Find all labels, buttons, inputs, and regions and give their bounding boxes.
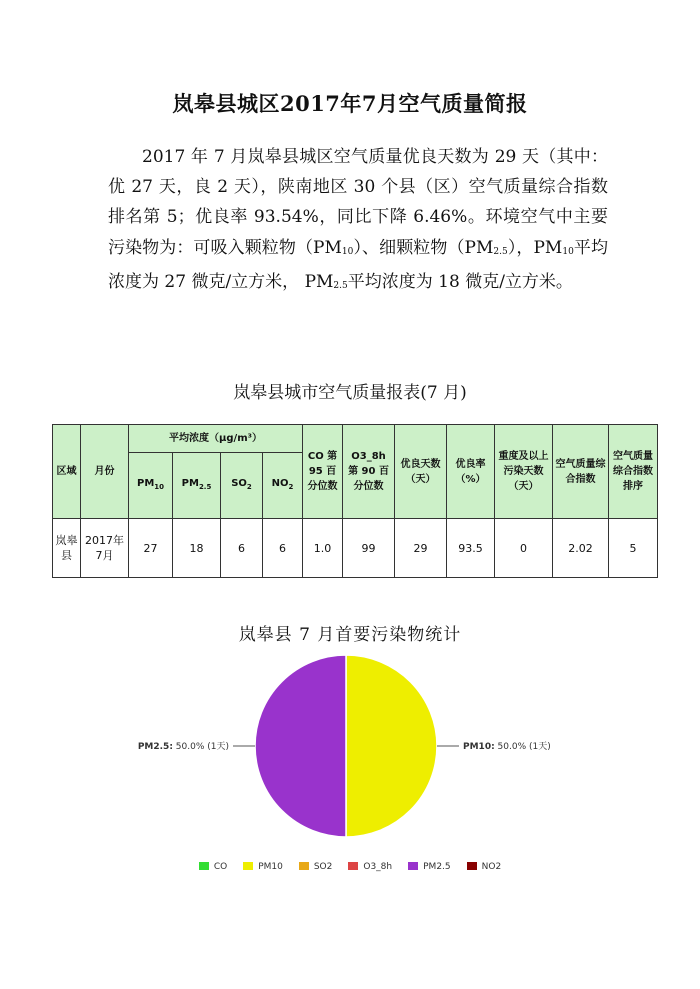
legend-swatch <box>467 862 477 870</box>
para-text-1: 2017 年 7 月岚皋县城区空气质量优良天数为 29 天（其中：优 27 天，良 2 天），陕南地区 30 个县（区）空气质量综合指数排名第 5；优良率 93.54%，同比下降 6.46%。环境空气中主要污染物为：可吸入颗粒物（PM <box>108 147 608 258</box>
header-avg-concentration: 平均浓度（μg/m³） <box>129 425 303 453</box>
cell-region: 岚皋县 <box>53 519 81 578</box>
air-quality-table <box>52 424 658 578</box>
header-good-days: 优良天数（天） <box>395 425 447 519</box>
para-sub-2: 2.5 <box>493 246 508 257</box>
legend-label: CO <box>213 862 228 872</box>
header-co: CO 第 95 百分位数 <box>303 425 343 519</box>
document-title: 岚皋县城区2017年7月空气质量简报 <box>172 91 528 116</box>
pie-label-pm25: PM2.5: 50.0% (1天) <box>137 742 229 752</box>
cell-index: 2.02 <box>553 519 609 578</box>
header-no2: $NO_2$ <box>263 452 303 519</box>
para-text-5: 平均浓度为 18 微克/立方米。 <box>347 271 573 292</box>
pie-slice-pm25 <box>255 655 346 837</box>
para-sub-3: 10 <box>562 246 574 257</box>
para-text-4: 平均浓度为 27 微克/立方米， PM <box>108 237 608 292</box>
header-o3: O3_8h 第 90 百分位数 <box>343 425 395 519</box>
cell-good-days: 29 <box>395 519 447 578</box>
cell-month: 2017年7月 <box>81 519 129 578</box>
header-pm10: $PM_{10}$ <box>129 452 173 519</box>
header-heavy-pollution: 重度及以上污染天数（天） <box>495 425 553 519</box>
cell-o3: 99 <box>343 519 395 578</box>
header-rank: 空气质量综合指数排序 <box>609 425 658 519</box>
cell-so2: 6 <box>221 519 263 578</box>
para-text-2: ）、细颗粒物（PM <box>353 237 494 258</box>
legend-swatch <box>299 862 309 870</box>
legend-item-co[interactable] <box>199 862 227 872</box>
legend-label: O3_8h <box>363 862 393 872</box>
table-title: 岚皋县城市空气质量报表(7 月) <box>233 383 467 403</box>
cell-pm10: 27 <box>129 519 173 578</box>
legend-item-so2[interactable] <box>299 862 333 872</box>
header-index: 空气质量综合指数 <box>553 425 609 519</box>
pollutant-pie-chart <box>0 650 700 850</box>
cell-heavy: 0 <box>495 519 553 578</box>
cell-good-rate: 93.5 <box>447 519 495 578</box>
cell-rank: 5 <box>609 519 658 578</box>
header-good-rate: 优良率（%） <box>447 425 495 519</box>
para-sub-1: 10 <box>341 246 354 257</box>
header-region: 区域 <box>53 425 81 519</box>
cell-pm25: 18 <box>173 519 221 578</box>
legend-label: PM10 <box>258 862 283 872</box>
table-row <box>53 519 658 578</box>
legend-label: NO2 <box>481 862 502 872</box>
pie-chart-title: 岚皋县 7 月首要污染物统计 <box>238 625 462 645</box>
legend-swatch <box>199 862 209 870</box>
legend-item-pm10[interactable] <box>243 862 283 872</box>
legend-label: PM2.5 <box>423 862 451 872</box>
header-pm25: $PM_{2.5}$ <box>173 452 221 519</box>
legend-item-o3_8h[interactable] <box>348 862 392 872</box>
legend-label: SO2 <box>313 862 333 872</box>
legend-swatch <box>408 862 418 870</box>
pie-legend <box>0 862 700 872</box>
summary-paragraph <box>108 142 608 301</box>
header-month: 月份 <box>81 425 129 519</box>
para-sub-4: 2.5 <box>333 280 348 291</box>
cell-no2: 6 <box>263 519 303 578</box>
table-header-row <box>53 425 658 453</box>
legend-swatch <box>243 862 253 870</box>
legend-item-no2[interactable] <box>467 862 502 872</box>
pie-label-pm10: PM10: 50.0% (1天) <box>463 742 551 752</box>
pie-slice-pm10 <box>346 655 437 837</box>
legend-swatch <box>348 862 358 870</box>
para-text-3: ），PM <box>507 237 563 258</box>
header-so2: $SO_2$ <box>221 452 263 519</box>
cell-co: 1.0 <box>303 519 343 578</box>
legend-item-pm25[interactable] <box>408 862 451 872</box>
